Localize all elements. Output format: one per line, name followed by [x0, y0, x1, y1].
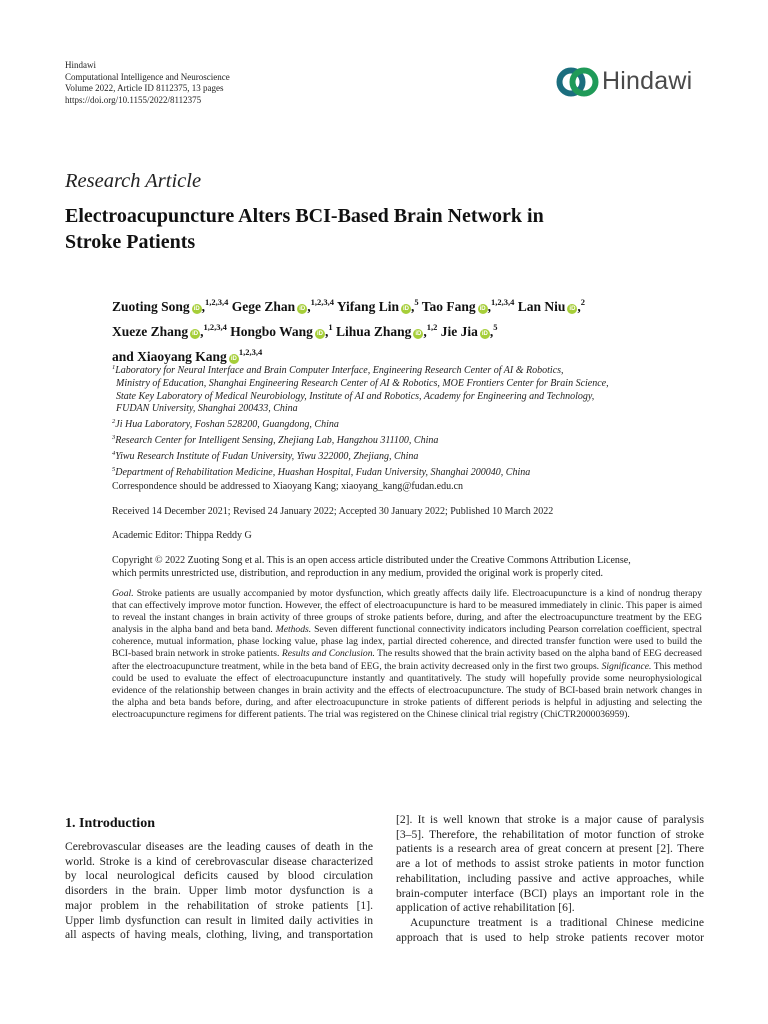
author-affil-sup: 5 [414, 297, 419, 307]
orcid-icon[interactable]: iD [230, 356, 237, 362]
section-heading: 1. Introduction [65, 816, 155, 831]
abstract-results-label: Results and Conclusion. [281, 648, 375, 660]
author-name: Xiaoyang Kang [137, 349, 227, 364]
abstract-goal: Stroke patients are usually accompanied by motor dysfunction, which greatly affects daily life. Electroacupuncture is a kind of nondrug therapy that can effectively improve motor function. However, the effect of electroacupuncture is hard to be measured immediately in clinic. This paper is aimed to reveal the instant changes in brain activity of three groups of stroke patients before, during, and after the electroacupuncture treatment by the EEG analysis in the alpha band and beta band. [112, 588, 702, 636]
author-separator: , [577, 299, 581, 314]
abstract-significance: This method could be used to evaluate the effect of electroacupuncture instantly and quantitatively. The study will hopefully provide some neurophysiological evidence of the relationship between changes in brain activity and the effects of electroacupuncture. The study of BCI-based brain network changes in the alpha and beta bands before, during, and after electroacupuncture in stroke patients of different periods is helpful in adjusting and selecting the electroacupuncture regimens for different patients. The trial was registered on the Chinese clinical trial registry (ChiCTR2000036959). [112, 660, 703, 720]
body-line: application of active rehabilitation [6]. [396, 901, 575, 915]
affiliation-number: 1 [112, 364, 116, 371]
affiliation-number: 3 [112, 433, 116, 441]
title-line: Stroke Patients [65, 231, 196, 253]
body-line: Upper limb dysfunction can result in limited daily activities in [65, 913, 373, 927]
body-line: rehabilitation, including passive and active approaches, while [396, 871, 704, 885]
author-and: and [112, 349, 134, 364]
body-line: Acupuncture treatment is a traditional Chinese medicine [410, 915, 704, 929]
orcid-icon[interactable]: iD [193, 306, 200, 312]
affiliation-number: 2 [112, 418, 116, 426]
author-name: Lihua Zhang [335, 324, 412, 339]
affiliation [112, 362, 692, 416]
author-separator: , [489, 324, 494, 339]
author[interactable] [230, 324, 332, 339]
copyright-notice [112, 554, 702, 580]
article-dates: Received 14 December 2021; Revised 24 January 2022; Accepted 30 January 2022; Published 10 March 2022 [112, 506, 554, 517]
affiliation-text: State Key Laboratory of Medical Neurobiology, Institute of AI and Robotics, Academy for Engineering and Technology, [116, 390, 595, 402]
affiliation [112, 416, 692, 432]
body-line: brain-computer interface (BCI) plays an important role in the [396, 886, 704, 900]
author-affil-sup: 2 [580, 297, 586, 307]
body-column-right [396, 813, 704, 945]
author-name: Jie Jia [440, 324, 478, 339]
author-separator: , [324, 324, 329, 339]
orcid-icon[interactable]: iD [415, 331, 422, 337]
affiliations [112, 362, 692, 479]
copyright-line: which permits unrestricted use, distribution, and reproduction in any medium, provided the original work is properly cited. [112, 568, 604, 579]
author-affil-sup: 1,2,3,4 [491, 297, 515, 307]
author-separator: , [423, 324, 427, 339]
author-separator: , [201, 299, 206, 314]
article-type: Research Article [65, 170, 202, 192]
logo-text: Hindawi [602, 67, 693, 95]
author-list [112, 292, 682, 367]
orcid-icon[interactable]: iD [402, 306, 409, 312]
abstract-results: The results showed that the brain activity based on the alpha band of EEG decreased after the electroacupuncture treatment, while in the beta band of EEG, the brain activity decreased only in the first two groups. [112, 648, 702, 672]
affiliation-text: Yiwu Research Institute of Fudan University, Yiwu 322000, Zhejiang, China [115, 450, 419, 462]
author-affil-sup: 5 [493, 322, 498, 332]
author-separator: , [487, 299, 492, 314]
author-name: Hongbo Wang [230, 324, 313, 339]
affiliation-number: 5 [112, 465, 116, 473]
author[interactable] [441, 324, 498, 339]
affiliation [112, 448, 692, 464]
orcid-icon[interactable]: iD [479, 306, 486, 312]
orcid-icon[interactable]: iD [316, 331, 323, 337]
title-line: Electroacupuncture Alters BCI-Based Brain Network in [65, 205, 544, 227]
affiliation-text: Laboratory for Neural Interface and Brain Computer Interface, Engineering Research Center of AI & Robotics, [115, 365, 564, 376]
author-separator: , [410, 299, 415, 314]
author-affil-sup: 1,2,3,4 [310, 297, 334, 307]
orcid-icon[interactable]: iD [192, 331, 199, 337]
body-line: major problem in the rehabilitation of stroke patients [1]. [65, 898, 373, 912]
affiliation-text: Ji Hua Laboratory, Foshan 528200, Guangdong, China [115, 419, 339, 431]
journal-name: Computational Intelligence and Neuroscience [65, 71, 230, 82]
body-line: [2]. It is well known that stroke is a major cause of paralysis [396, 813, 704, 826]
article-title [65, 203, 685, 255]
body-line: are a lot of methods to assist stroke patients in motor function [396, 857, 704, 871]
body-line: disorders in the brain. Upper limb motor dysfunction is a [65, 884, 373, 898]
author[interactable] [336, 324, 437, 339]
author[interactable] [337, 299, 419, 314]
author-affil-sup: 1,2 [426, 322, 438, 332]
author[interactable] [518, 299, 585, 314]
author[interactable] [232, 299, 334, 314]
author[interactable] [422, 299, 515, 314]
volume-info: Volume 2022, Article ID 8112375, 13 pages [65, 83, 224, 93]
affiliation-number: 4 [112, 449, 116, 457]
author-name: Yifang Lin [336, 299, 399, 314]
abstract-goal-label: Goal. [112, 588, 134, 599]
author-name: Tao Fang [421, 299, 476, 314]
body-line: all aspects of having meals, clothing, living, and transportation [65, 928, 373, 942]
author-separator: , [307, 299, 311, 314]
hindawi-logo [556, 62, 706, 102]
affiliation [112, 432, 692, 448]
hindawi-rings-icon [556, 62, 600, 102]
author-separator: , [200, 324, 204, 339]
orcid-icon[interactable]: iD [569, 306, 576, 312]
author-affil-sup: 1,2,3,4 [203, 322, 227, 332]
abstract-methods: Seven different functional connectivity indicators including Pearson correlation coefficient, spectral coherence, mutual information, phase locking value, phase lag index, partial directed coherence, and directed transfer function were used to build the BCI-based brain network in stroke patients. [112, 624, 702, 660]
author-name: Gege Zhan [231, 299, 296, 314]
affiliation-text: Research Center for Intelligent Sensing, Zhejiang Lab, Hangzhou 311100, China [115, 434, 439, 446]
academic-editor: Academic Editor: Thippa Reddy G [112, 530, 252, 541]
abstract-methods-label: Methods. [275, 624, 312, 636]
author[interactable] [112, 324, 227, 339]
author-name: Xueze Zhang [112, 324, 189, 339]
correspondence: Correspondence should be addressed to Xiaoyang Kang; xiaoyang_kang@fudan.edu.cn [112, 481, 464, 492]
author-affil-sup: 1 [328, 322, 333, 332]
orcid-icon[interactable]: iD [481, 331, 488, 337]
affiliation [112, 464, 692, 480]
author[interactable] [112, 299, 228, 314]
orcid-icon[interactable]: iD [299, 306, 306, 312]
author-affil-sup: 1,2,3,4 [238, 347, 263, 357]
body-line: by local neurological deficits caused by blood circulation [65, 869, 373, 883]
affiliation-text: FUDAN University, Shanghai 200433, China [116, 403, 298, 415]
affiliation-text: Department of Rehabilitation Medicine, Huashan Hospital, Fudan University, Shanghai 200040, China [115, 466, 531, 478]
body-line: world. Stroke is a kind of cerebrovascular disease characterized [65, 854, 373, 868]
body-column-left [65, 840, 373, 943]
body-line: [3–5]. Therefore, the rehabilitation of motor function of stroke [396, 827, 704, 841]
body-line: patients is a research area of great concern at present [2]. There [396, 842, 704, 856]
body-line: approach that is used to help stroke patients recover motor [396, 930, 704, 944]
author-name: Zuoting Song [112, 299, 190, 314]
author-line [112, 317, 682, 342]
publisher-name: Hindawi [65, 60, 96, 70]
author-line [112, 292, 682, 317]
abstract-significance-label: Significance. [601, 660, 652, 672]
body-line: Cerebrovascular diseases are the leading causes of death in the [65, 840, 373, 853]
author-name: Lan Niu [517, 299, 566, 314]
doi-link[interactable]: https://doi.org/10.1155/2022/8112375 [65, 94, 202, 105]
affiliation-text: Ministry of Education, Shanghai Engineering Research Center of AI & Robotics, MOE Frontiers Center for Brain Science, [116, 377, 609, 389]
author-affil-sup: 1,2,3,4 [205, 297, 229, 307]
abstract [112, 588, 702, 721]
copyright-line: Copyright © 2022 Zuoting Song et al. This is an open access article distributed under the Creative Commons Attribution License, [112, 555, 631, 566]
journal-meta [65, 60, 230, 106]
